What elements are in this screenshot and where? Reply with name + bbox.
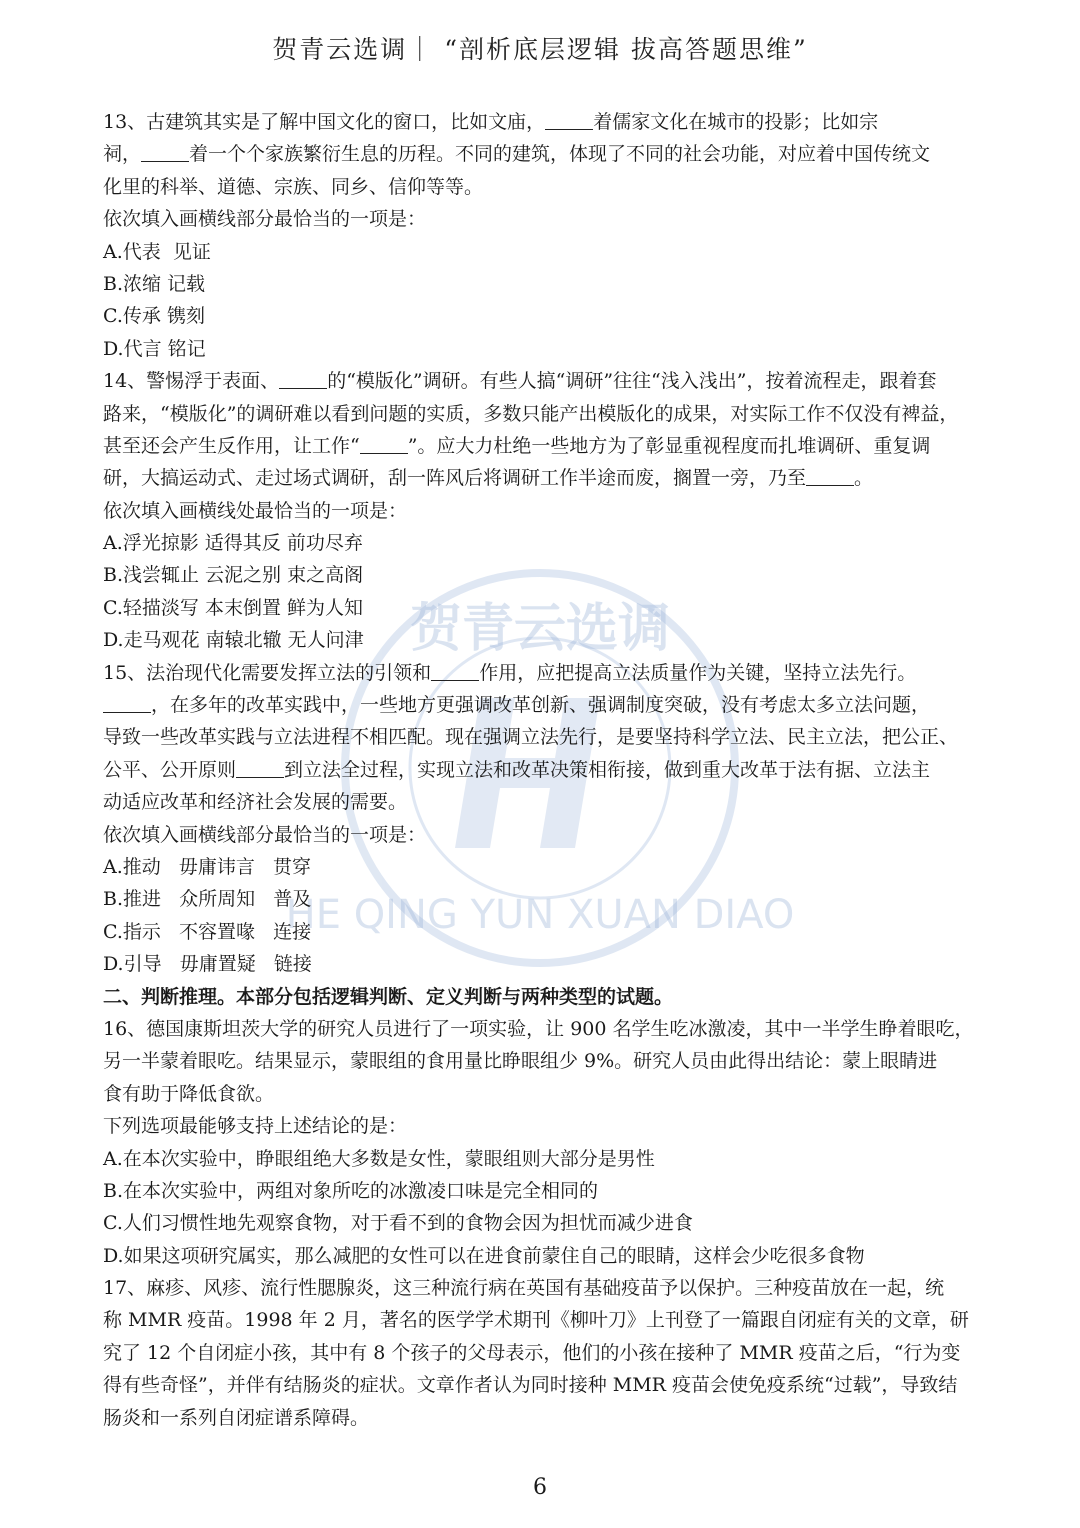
text-segment: 食有助于降低食欲。 xyxy=(103,1082,275,1105)
text-line xyxy=(103,1337,983,1369)
text-line xyxy=(103,1143,983,1175)
text-line xyxy=(103,592,983,624)
fill-in-blank xyxy=(431,660,479,681)
text-line xyxy=(103,559,983,591)
page-number: 6 xyxy=(533,1475,547,1500)
text-segment: C.人们习惯性地先观察食物，对于看不到的食物会因为担忧而减少进食 xyxy=(103,1212,693,1235)
text-segment: A.在本次实验中，睁眼组绝大多数是女性，蒙眼组则大部分是男性 xyxy=(103,1147,655,1170)
text-segment: 到立法全过程，实现立法和改革决策相衔接，做到重大改革于法有据、立法主 xyxy=(284,758,931,781)
text-line xyxy=(103,1045,983,1077)
fill-in-blank xyxy=(279,368,327,389)
text-segment: A.浮光掠影 适得其反 前功尽弃 xyxy=(103,532,363,555)
text-line xyxy=(103,527,983,559)
text-segment: 导致一些改革实践与立法进程不相匹配。现在强调立法先行，是要坚持科学立法、民主立法，把公正、 xyxy=(103,726,959,749)
document-body xyxy=(103,106,983,1434)
text-segment: B.在本次实验中，两组对象所吃的冰激凌口味是完全相同的 xyxy=(103,1179,599,1202)
text-line xyxy=(103,171,983,203)
text-line xyxy=(103,138,983,170)
watermark-top-text: 贺青云选调 xyxy=(409,599,671,659)
text-line xyxy=(103,916,983,948)
text-segment: 作用，应把提高立法质量作为关键，坚持立法先行。 xyxy=(479,661,917,684)
text-line xyxy=(103,1110,983,1142)
text-line xyxy=(103,398,983,430)
text-segment: D.走马观花 南辕北辙 无人问津 xyxy=(103,629,364,652)
text-line xyxy=(103,1013,983,1045)
text-segment: 路来，“模版化”的调研难以看到问题的实质，多数只能产出模版化的成果，对实际工作不仅没有裨益， xyxy=(103,402,959,425)
text-line xyxy=(103,1402,983,1434)
text-segment: 肠炎和一系列自闭症谱系障碍。 xyxy=(103,1406,370,1429)
text-segment: 16、德国康斯坦茨大学的研究人员进行了一项实验，让 900 名学生吃冰激凌，其中一半学生睁着眼吃， xyxy=(103,1017,974,1040)
text-segment: 着儒家文化在城市的投影；比如宗 xyxy=(593,111,879,133)
text-line xyxy=(103,1175,983,1207)
text-line xyxy=(103,657,983,689)
text-segment: 甚至还会产生反作用，让工作“ xyxy=(103,434,360,457)
text-line xyxy=(103,754,983,786)
page-header: 贺青云选调｜ “剖析底层逻辑 拔高答题思维” xyxy=(272,35,808,64)
text-segment: ”。应大力杜绝一些地方为了彰显重视程度而扎堆调研、重复调 xyxy=(407,434,931,457)
text-line xyxy=(103,851,983,883)
text-segment: 公平、公开原则 xyxy=(103,758,237,781)
text-line xyxy=(103,883,983,915)
text-segment: ，在多年的改革实践中，一些地方更强调改革创新、强调制度突破，没有考虑太多立法问题， xyxy=(151,694,931,717)
text-line xyxy=(103,819,983,851)
text-segment: 得有些奇怪”，并伴有结肠炎的症状。文章作者认为同时接种 MMR 疫苗会使免疫系统“过载”，导致结 xyxy=(103,1374,958,1397)
text-segment: 研，大搞运动式、走过场式调研，刮一阵风后将调研工作半途而废，搁置一旁，乃至 xyxy=(103,467,807,490)
text-segment: 称 MMR 疫苗。1998 年 2 月，著名的医学学术期刊《柳叶刀》上刊登了一篇跟自闭症有关的文章，研 xyxy=(103,1309,969,1332)
text-segment: 着一个个家族繁衍生息的历程。不同的建筑，体现了不同的社会功能，对应着中国传统文 xyxy=(189,143,931,166)
text-segment: A.推动 毋庸讳言 贯穿 xyxy=(103,855,311,878)
text-line xyxy=(103,236,983,268)
text-segment: B.推进 众所周知 普及 xyxy=(103,888,312,911)
text-segment: B.浓缩 记载 xyxy=(103,272,206,295)
fill-in-blank xyxy=(236,757,284,778)
text-line xyxy=(103,106,983,138)
text-segment: C.指示 不容置喙 连接 xyxy=(103,920,312,943)
text-line xyxy=(103,721,983,753)
text-segment: 。 xyxy=(854,467,874,490)
text-line xyxy=(103,1078,983,1110)
fill-in-blank xyxy=(360,433,408,454)
text-line xyxy=(103,333,983,365)
text-segment: D.引导 毋庸置疑 链接 xyxy=(103,953,312,976)
text-segment: C.轻描淡写 本末倒置 鲜为人知 xyxy=(103,596,363,619)
text-segment: 依次填入画横线处最恰当的一项是： xyxy=(103,499,408,522)
fill-in-blank xyxy=(141,141,189,162)
text-segment: 依次填入画横线部分最恰当的一项是： xyxy=(103,823,427,846)
text-line xyxy=(103,430,983,462)
text-segment: B.浅尝辄止 云泥之别 束之高阁 xyxy=(103,564,364,587)
text-line xyxy=(103,365,983,397)
text-segment: 14、警惕浮于表面、 xyxy=(103,370,280,393)
text-segment: 13、古建筑其实是了解中国文化的窗口，比如文庙， xyxy=(103,111,546,133)
text-segment: A.代表 见证 xyxy=(103,240,211,263)
text-line xyxy=(103,495,983,527)
text-line xyxy=(103,948,983,980)
text-segment: 化里的科举、道德、宗族、同乡、信仰等等。 xyxy=(103,175,484,198)
text-line xyxy=(103,1272,983,1304)
text-line xyxy=(103,462,983,494)
text-segment: D.如果这项研究属实，那么减肥的女性可以在进食前蒙住自己的眼睛，这样会少吃很多食物 xyxy=(103,1244,865,1267)
text-line xyxy=(103,1369,983,1401)
text-segment: D.代言 铭记 xyxy=(103,337,206,360)
fill-in-blank xyxy=(103,692,151,713)
text-line xyxy=(103,1304,983,1336)
text-segment: 下列选项最能够支持上述结论的是： xyxy=(103,1115,408,1138)
text-segment: 动适应改革和经济社会发展的需要。 xyxy=(103,791,408,814)
text-line xyxy=(103,203,983,235)
text-line xyxy=(103,689,983,721)
text-line xyxy=(103,268,983,300)
text-segment: C.传承 镌刻 xyxy=(103,305,205,328)
text-segment: 的“模版化”调研。有些人搞“调研”往往“浅入浅出”，按着流程走，跟着套 xyxy=(327,370,937,393)
text-segment: 17、麻疹、风疹、流行性腮腺炎，这三种流行病在英国有基础疫苗予以保护。三种疫苗放在一起，统 xyxy=(103,1277,945,1300)
text-line xyxy=(103,624,983,656)
text-line xyxy=(103,1207,983,1239)
watermark-ring-text: HE QING YUN XUAN DIAO xyxy=(285,892,795,938)
text-segment: 另一半蒙着眼吃。结果显示，蒙眼组的食用量比睁眼组少 9%。研究人员由此得出结论：蒙上眼睛进 xyxy=(103,1050,938,1073)
text-line xyxy=(103,786,983,818)
text-line xyxy=(103,1240,983,1272)
fill-in-blank xyxy=(545,109,593,130)
text-segment: 15、法治现代化需要发挥立法的引领和 xyxy=(103,661,432,684)
section-heading xyxy=(103,981,983,1013)
text-segment: 祠， xyxy=(103,143,142,166)
text-segment: 二、判断推理。本部分包括逻辑判断、定义判断与两种类型的试题。 xyxy=(103,985,674,1008)
text-segment: 究了 12 个自闭症小孩，其中有 8 个孩子的父母表示，他们的小孩在接种了 MMR 疫苗之后，“行为变 xyxy=(103,1341,961,1364)
text-line xyxy=(103,300,983,332)
fill-in-blank xyxy=(806,465,854,486)
text-segment: 依次填入画横线部分最恰当的一项是： xyxy=(103,208,427,231)
